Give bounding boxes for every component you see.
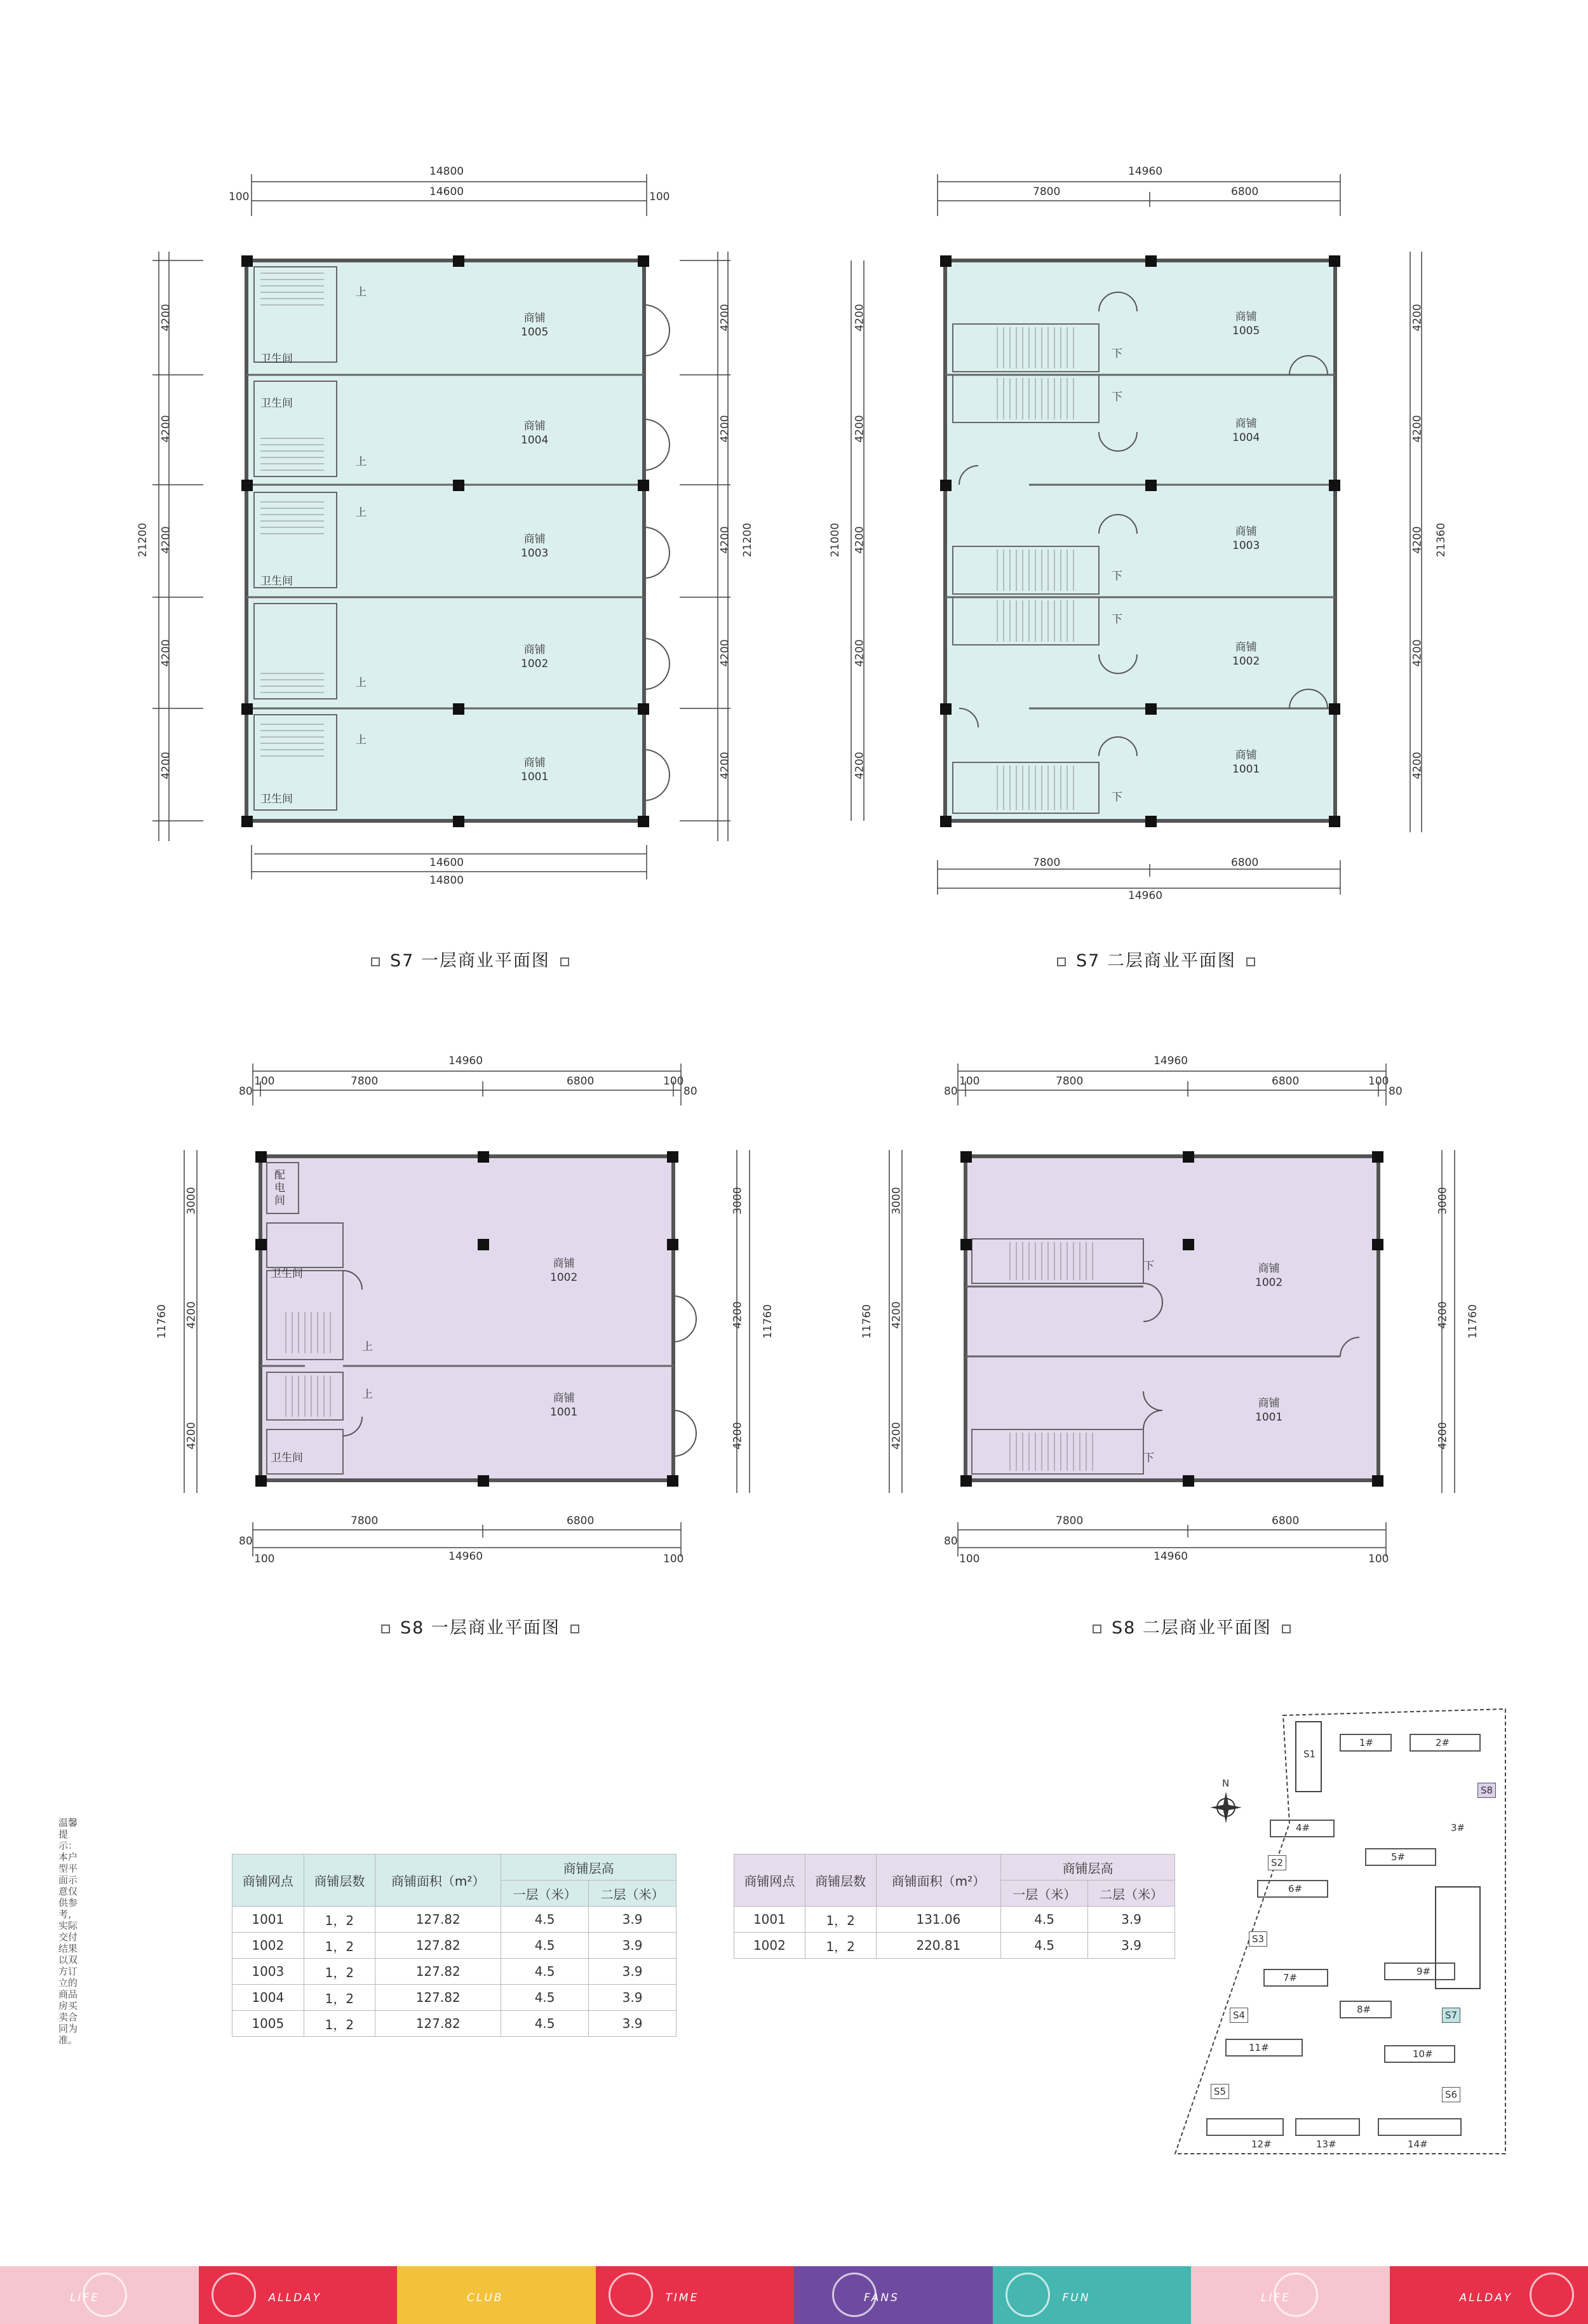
dim-edge-outer: 80 [944,1535,958,1548]
wc-label: 卫生间 [271,1267,303,1280]
footer-segment: LIFE [1191,2266,1390,2324]
dim-edge-outer: 80 [239,1535,253,1548]
shop-label-1002: 商铺 1002 [550,1257,578,1284]
shop-label-1001: 商铺 1001 [1232,749,1260,776]
dim-top-total: 14960 [448,1055,483,1067]
building-label: 5# [1391,1851,1406,1863]
dim-top-total: 14800 [429,165,464,178]
stair-down-label: 下 [1112,348,1122,360]
table-header: 一层（米） [501,1881,589,1907]
plan-s8-floor1-drawing [152,1055,813,1576]
dim-bay: 4200 [718,415,732,443]
stair-down-label: 下 [1112,391,1122,403]
table-header: 二层（米） [1088,1881,1175,1907]
dim-bay: 4200 [731,1422,744,1450]
shop-label-1001: 商铺 1001 [550,1392,578,1419]
table-header: 商铺网点 [734,1854,805,1907]
dim-left-part: 7800 [1056,1515,1084,1527]
dim-bottom-total: 14960 [1154,1550,1188,1563]
dim-total-side: 11760 [156,1304,169,1339]
stair-up-label: 上 [356,734,367,747]
table-row: 1002 1，2 220.81 4.5 3.9 [734,1933,1175,1959]
plan-s8-floor2 [845,1055,1505,1576]
shop-tag-s5: S5 [1211,2084,1229,2099]
compass-north-label: N [1222,1778,1230,1789]
plan-s8-floor1 [152,1055,813,1576]
dim-bay: 4200 [159,526,173,554]
dim-edge: 100 [254,1075,275,1088]
ring-icon [212,2273,256,2317]
clock-icon [609,2273,653,2317]
ring-icon [1006,2273,1050,2317]
dim-bay-small: 3000 [731,1187,744,1215]
stair-up-label: 上 [356,677,367,689]
dim-bay: 4200 [890,1422,903,1450]
table-header: 商铺层高 [501,1854,676,1881]
dim-left-part: 7800 [1056,1075,1084,1088]
dim-bottom-total: 14960 [1128,889,1163,902]
shop-tag-s8: S8 [1477,1783,1496,1798]
shop-label-1004: 商铺 1004 [1232,417,1260,444]
stair-down-label: 下 [1143,1452,1154,1464]
building-label: 12# [1251,2138,1272,2150]
dim-edge-outer: 80 [683,1085,697,1098]
dim-bay: 4200 [185,1422,198,1450]
dim-total-side: 11760 [861,1304,874,1339]
caption-s7-floor2: S7 二层商业平面图 [1047,947,1265,971]
bullet-icon [570,1625,579,1633]
dim-bay: 4200 [718,752,732,780]
building-label: 2# [1436,1737,1450,1748]
dim-right-part: 6800 [1272,1515,1300,1527]
dim-bay: 4200 [718,639,732,667]
dim-left-part: 7800 [1033,856,1061,869]
dim-bay: 4200 [853,526,866,554]
dim-bay: 4200 [1436,1422,1450,1450]
table-header: 商铺面积（m²） [876,1854,1001,1907]
stair-up-label: 上 [356,506,367,519]
bullet-icon [1282,1625,1291,1633]
stair-down-label: 下 [1112,613,1122,626]
stair-up-label: 上 [362,1341,373,1353]
plan-s7-floor2-drawing [807,165,1480,915]
plan-s8-floor2-drawing [845,1055,1505,1576]
table-header: 商铺面积（m²） [375,1854,501,1907]
caption-s8-floor1: S8 一层商业平面图 [371,1614,589,1638]
plan-s7-floor1 [127,165,755,889]
shop-label-1003: 商铺 1003 [1232,525,1260,552]
stair-up-label: 上 [356,456,367,468]
dim-edge-outer: 80 [239,1085,253,1098]
shop-label-1001: 商铺 1001 [521,757,549,783]
building-label: 1# [1359,1737,1374,1748]
shop-label-1003: 商铺 1003 [521,533,549,560]
shop-label-1002: 商铺 1002 [521,644,549,670]
dim-top-inner: 14600 [429,186,464,198]
building-label: 4# [1296,1822,1310,1834]
footer-segment: LIFE [0,2266,199,2324]
table-header: 商铺层高 [1001,1854,1175,1881]
dim-bay: 4200 [185,1301,198,1329]
dim-left-part: 7800 [1033,186,1061,198]
dim-total-side: 11760 [762,1304,775,1339]
bullet-icon [1093,1625,1101,1633]
building-label: 13# [1316,2138,1336,2150]
building-label: 9# [1416,1966,1431,1977]
table-row: 1005 1，2 127.82 4.5 3.9 [232,2011,676,2037]
bullet-icon [371,957,380,966]
plan-s7-floor2 [807,165,1480,915]
stair-up-label: 上 [356,286,367,299]
compass-icon [1210,1792,1242,1823]
dim-right-total: 21200 [741,522,755,558]
table-row: 1004 1，2 127.82 4.5 3.9 [232,1985,676,2011]
disclaimer-note: 温馨提示：本户型平面示意仅供参考，实际交付结果以双方订立的商品房买卖合同为准。 [58,1817,78,2046]
dim-bay: 4200 [853,752,866,780]
table-header: 商铺层数 [805,1854,876,1907]
shop-label-1001: 商铺 1001 [1255,1397,1283,1424]
ring-icon [1530,2273,1574,2317]
footer-band [0,2266,1588,2324]
building-label: 8# [1357,2004,1371,2015]
dim-bay: 4200 [1436,1301,1450,1329]
shop-tag-s1: S1 [1303,1748,1316,1760]
table-row: 1001 1，2 131.06 4.5 3.9 [734,1907,1175,1933]
shop-label-1004: 商铺 1004 [521,420,549,447]
bullet-icon [1246,957,1255,966]
table-s8 [734,1854,1175,1959]
dim-bay: 4200 [718,526,732,554]
site-map [1169,1696,1512,2179]
plan-s7-floor1-drawing [127,165,750,889]
shop-label-1002: 商铺 1002 [1232,641,1260,668]
dim-right-part: 6800 [567,1515,595,1527]
dim-bay-small: 3000 [890,1187,903,1215]
shop-tag-s7: S7 [1442,2008,1460,2023]
caption-s7-floor1: S7 一层商业平面图 [361,947,579,971]
dim-bay: 4200 [159,752,173,780]
dim-edge: 100 [254,1553,275,1565]
bullet-icon [560,957,569,966]
dim-edge: 100 [959,1553,980,1565]
stair-down-label: 下 [1112,570,1122,583]
dim-edge: 100 [649,191,670,203]
dim-edge: 100 [663,1553,684,1565]
dim-bay: 4200 [1411,639,1424,667]
dim-bay-small: 3000 [185,1187,198,1215]
table-header: 商铺层数 [304,1854,375,1907]
dim-bay: 4200 [853,415,866,443]
dim-right-part: 6800 [1231,186,1259,198]
table-header-row [734,1854,1175,1881]
elec-room-label: 配电间 [274,1169,285,1207]
shop-tag-s6: S6 [1442,2087,1460,2102]
dim-edge: 100 [663,1075,684,1088]
dim-bottom-inner: 14600 [429,856,464,869]
dim-right-part: 6800 [1272,1075,1300,1088]
table-header: 二层（米） [589,1881,676,1907]
wc-label: 卫生间 [260,353,293,365]
wc-label: 卫生间 [260,575,293,588]
dim-bay: 4200 [890,1301,903,1329]
dim-edge: 100 [229,191,250,203]
dim-right-total: 21360 [1435,522,1448,558]
shop-label-1005: 商铺 1005 [521,312,549,339]
dim-right-part: 6800 [567,1075,595,1088]
dim-bay: 4200 [853,639,866,667]
footer-segment: ALLDAY [199,2266,398,2324]
dim-bottom-total: 14800 [429,874,464,887]
caption-s8-floor2: S8 二层商业平面图 [1082,1614,1301,1638]
stair-down-label: 下 [1112,791,1122,804]
dim-bay: 4200 [159,415,173,443]
table-header: 商铺网点 [232,1854,304,1907]
footer-segment: FUN [993,2266,1192,2324]
bullet-icon [1057,957,1066,966]
stair-down-label: 下 [1143,1260,1154,1273]
dim-edge-outer: 80 [1389,1085,1403,1098]
dim-bay: 4200 [1411,304,1424,332]
dim-bay: 4200 [159,304,173,332]
dim-bay: 4200 [1411,752,1424,780]
dim-total-side: 11760 [1467,1304,1480,1339]
dim-top-total: 14960 [1128,165,1163,178]
table-header-row [232,1854,676,1881]
dim-bay: 4200 [731,1301,744,1329]
building-label: 14# [1408,2138,1428,2150]
footer-segment: TIME [596,2266,795,2324]
dim-bay: 4200 [159,639,173,667]
shop-tag-s4: S4 [1230,2008,1248,2023]
table-row: 1003 1，2 127.82 4.5 3.9 [232,1959,676,1985]
wc-label: 卫生间 [271,1452,303,1464]
dim-left-part: 7800 [351,1515,379,1527]
building-label: 3# [1451,1822,1465,1834]
dim-bottom-total: 14960 [448,1550,483,1563]
footer-segment: CLUB [397,2266,596,2324]
footer-segment: FANS [794,2266,993,2324]
dim-edge-outer: 80 [944,1085,958,1098]
stair-up-label: 上 [362,1388,373,1401]
dim-left-total: 21000 [829,522,842,558]
shop-label-1005: 商铺 1005 [1232,311,1260,337]
table-row: 1001 1，2 127.82 4.5 3.9 [232,1907,676,1933]
wc-label: 卫生间 [260,793,293,806]
shop-tag-s3: S3 [1249,1931,1267,1947]
building-label: 7# [1283,1972,1298,1983]
shop-label-1002: 商铺 1002 [1255,1262,1283,1289]
dim-bay: 4200 [1411,415,1424,443]
table-s7 [232,1854,676,2037]
wc-label: 卫生间 [260,397,293,410]
bullet-icon [381,1625,390,1633]
dim-edge: 100 [1368,1075,1389,1088]
dim-bay-small: 3000 [1436,1187,1450,1215]
dim-left-total: 21200 [137,522,150,558]
building-label: 6# [1288,1883,1303,1895]
dim-left-part: 7800 [351,1075,379,1088]
dim-edge: 100 [1368,1553,1389,1565]
site-outline [1169,1696,1512,2179]
dim-right-part: 6800 [1231,856,1259,869]
dim-bay: 4200 [853,304,866,332]
table-header: 一层（米） [1001,1881,1088,1907]
dim-bay: 4200 [1411,526,1424,554]
dim-bay: 4200 [718,304,732,332]
building-label: 11# [1249,2042,1269,2053]
building-label: 10# [1413,2048,1433,2060]
shop-tag-s2: S2 [1268,1855,1286,1870]
dim-top-total: 14960 [1154,1055,1188,1067]
table-row: 1002 1，2 127.82 4.5 3.9 [232,1933,676,1959]
dim-edge: 100 [959,1075,980,1088]
footer-segment: ALLDAY [1390,2266,1588,2324]
